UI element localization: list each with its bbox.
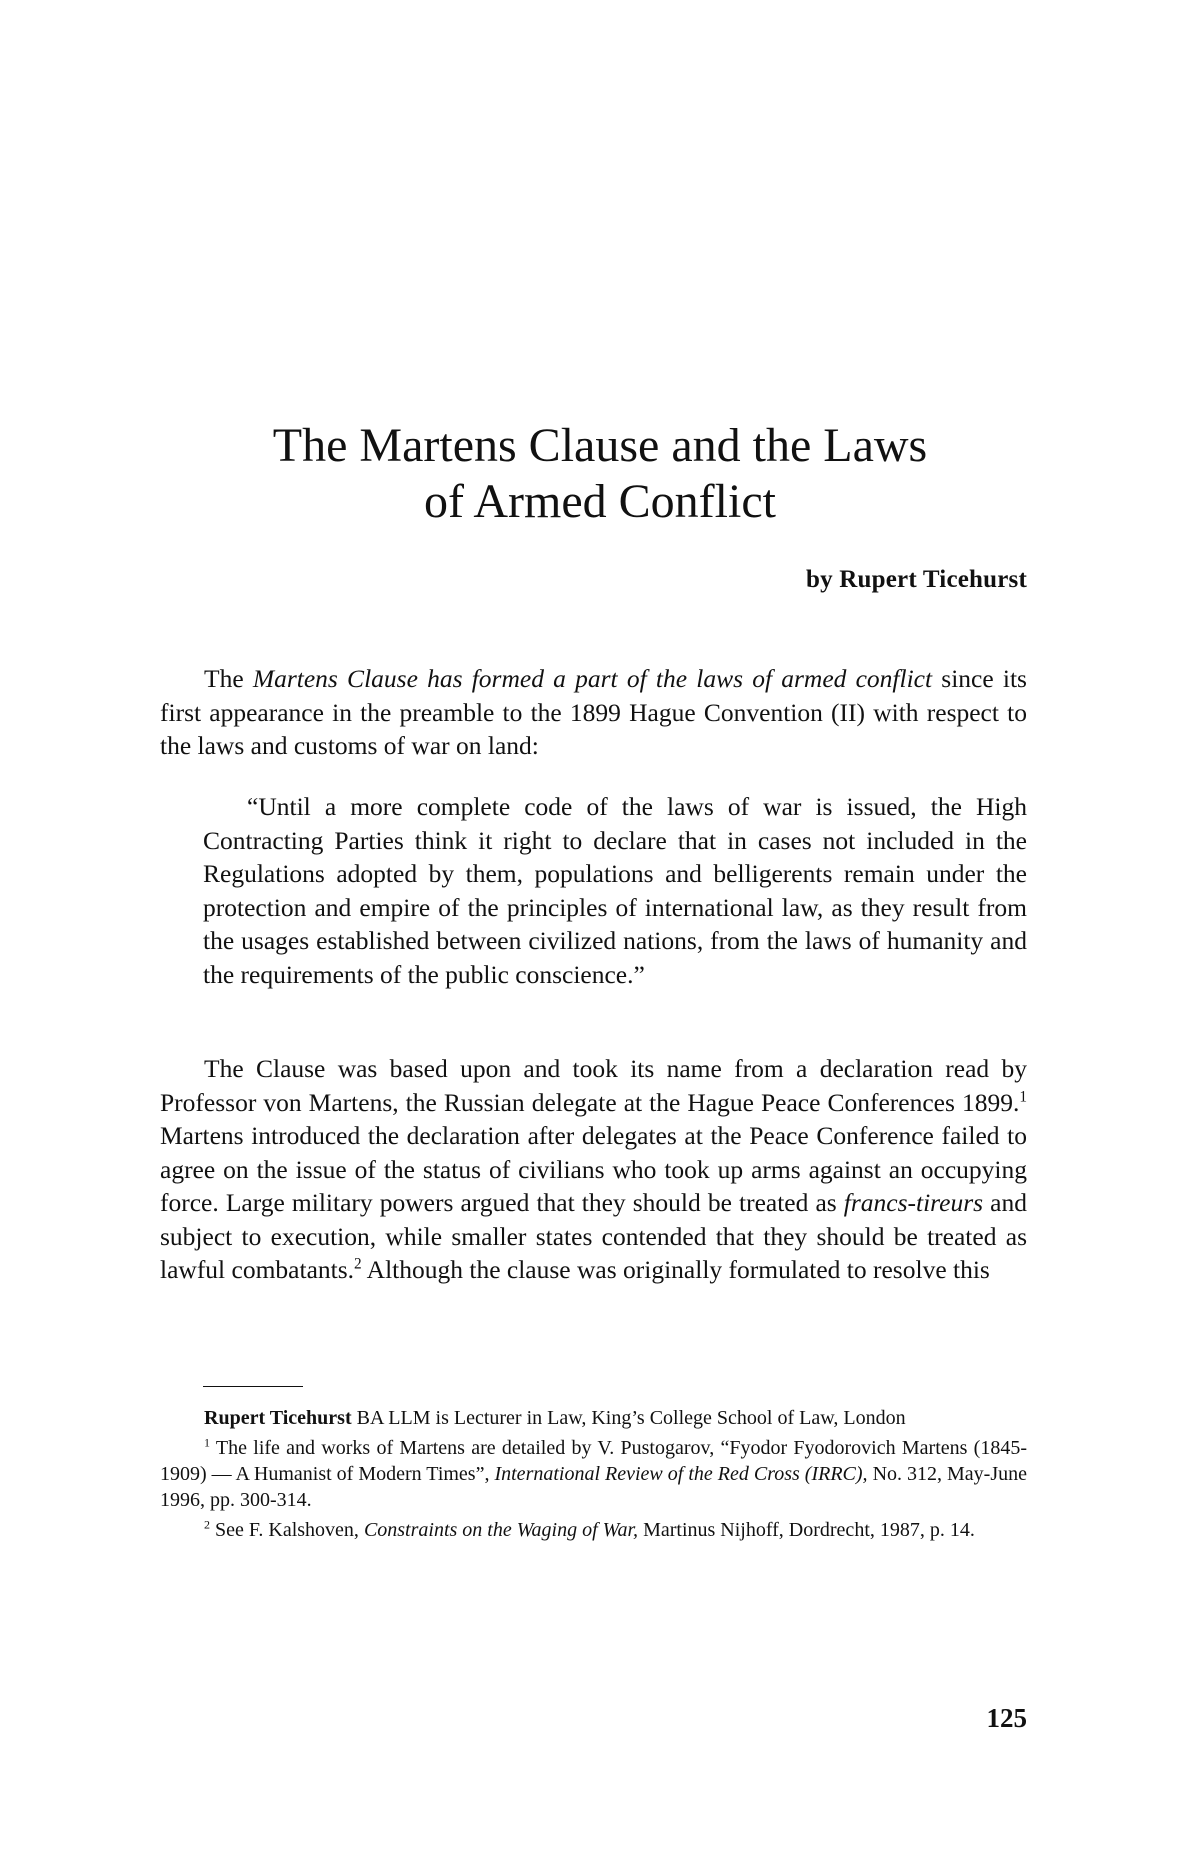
footnote-2-italic: Constraints on the Waging of War, bbox=[363, 1519, 639, 1541]
p1-italic: Martens Clause has formed a part of the laws of armed conflict bbox=[252, 664, 933, 693]
page-number: 125 bbox=[986, 1703, 1027, 1733]
footnote-1-marker: 1 bbox=[204, 1435, 210, 1450]
p1-start: The bbox=[204, 664, 253, 693]
footnote-ref-2: 2 bbox=[354, 1255, 362, 1273]
author-note bbox=[160, 1405, 1027, 1431]
footnote-1-italic: International Review of the Red Cross (IRRC), bbox=[494, 1463, 868, 1485]
p2-part-d: Although the clause was originally formulated to resolve this bbox=[361, 1255, 990, 1284]
footnote-1 bbox=[160, 1435, 1027, 1513]
p2-part-b: Martens introduced the declaration after delegates at the Peace Conference failed to agree on the issue of the status of civilians who took up arms against an occupying force. Large military powers argued that they should be treated as bbox=[160, 1121, 1027, 1217]
author-note-name: Rupert Ticehurst bbox=[204, 1407, 352, 1429]
footnote-2-text-b: Martinus Nijhoff, Dordrecht, 1987, p. 14. bbox=[638, 1519, 975, 1541]
author-byline: by Rupert Ticehurst bbox=[806, 566, 1027, 593]
footnote-2 bbox=[160, 1517, 1027, 1543]
title-line-1: The Martens Clause and the Laws bbox=[272, 419, 928, 472]
footnote-1-text-b: No. 312, May-June 1996, pp. 300-314. bbox=[160, 1463, 1027, 1511]
footnote-2-marker: 2 bbox=[204, 1517, 210, 1532]
footnote-1-text-a: The life and works of Martens are detailed by V. Pustogarov, “Fyodor Fyodorovich Martens (1845-1909) — A Humanist of Modern Times”, bbox=[160, 1437, 1027, 1485]
title-line-2: of Armed Conflict bbox=[424, 475, 776, 528]
p1-end: since its first appearance in the preamble to the 1899 Hague Convention (II) with respect to the laws and customs of war on land: bbox=[160, 664, 1027, 760]
footnotes bbox=[160, 1405, 1027, 1547]
author-note-text: BA LLM is Lecturer in Law, King’s College School of Law, London bbox=[351, 1407, 906, 1429]
p2-part-a: The Clause was based upon and took its name from a declaration read by Professor von Martens, the Russian delegate at the Hague Peace Conferences 1899. bbox=[160, 1054, 1027, 1117]
footnote-ref-1: 1 bbox=[1019, 1088, 1027, 1105]
footnote-divider bbox=[203, 1386, 303, 1387]
footnote-2-text-a: See F. Kalshoven, bbox=[210, 1519, 364, 1541]
p2-part-c: and subject to execution, while smaller states contended that they should be treated as lawful combatants. bbox=[160, 1188, 1027, 1284]
article-title bbox=[150, 418, 1050, 530]
paragraph-clause-origin bbox=[160, 1052, 1027, 1287]
paragraph-intro bbox=[160, 662, 1027, 763]
block-quote: “Until a more complete code of the laws of war is issued, the High Contracting Parties think it right to declare that in cases not included in the Regulations adopted by them, populations and belligerents remain under the protection and empire of the principles of international law, as they result from the usages established between civilized nations, from the laws of humanity and the requirements of the public conscience.” bbox=[203, 792, 1027, 989]
p2-italic: francs-tireurs bbox=[843, 1188, 984, 1217]
